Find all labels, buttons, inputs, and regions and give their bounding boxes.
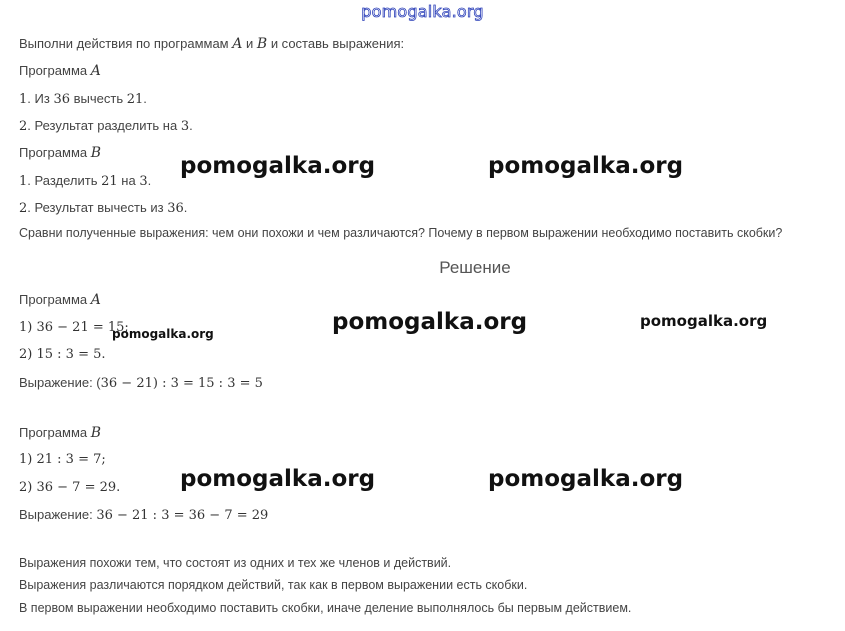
watermark-text: pomogalka.org xyxy=(640,312,768,330)
expression-label: Выражение: ( xyxy=(19,375,101,390)
solution-a-line1: 1) 36 − 21 = 15; xyxy=(19,320,129,335)
program-var: A xyxy=(90,63,101,79)
step-num: 1 xyxy=(19,174,28,189)
step-end: . xyxy=(147,173,152,188)
step-text: . Результат разделить на xyxy=(27,118,178,133)
solution-heading: Решение xyxy=(439,258,511,277)
step-value: 21 xyxy=(101,174,118,189)
solution-b-expression xyxy=(19,507,268,523)
solution-a-line2: 2) 15 : 3 = 5. xyxy=(19,347,106,362)
program-var: B xyxy=(90,145,102,161)
program-label: Программа xyxy=(19,425,88,440)
var-b: B xyxy=(256,36,268,52)
program-label: Программа xyxy=(19,292,88,307)
watermark-text: pomogalka.org xyxy=(488,466,684,492)
task-program-a-title xyxy=(19,63,101,79)
conclusion-3: В первом выражении необходимо поставить скобки, иначе деление выполнялось бы первым действием. xyxy=(19,601,632,615)
top-watermark: pomogalka.org xyxy=(361,2,484,21)
watermark-text: pomogalka.org xyxy=(112,327,214,341)
conclusion-2: Выражения различаются порядком действий, так как в первом выражении есть скобки. xyxy=(19,578,528,592)
step-text: . Результат вычесть из xyxy=(27,200,164,215)
step-text: вычесть xyxy=(73,91,124,106)
step-value: 36 xyxy=(53,92,70,107)
task-a-step1 xyxy=(19,91,147,107)
expression-math: 36 − 21) : 3 = 15 : 3 = 5 xyxy=(100,376,263,391)
step-value: 3 xyxy=(180,119,190,134)
expression-label: Выражение: xyxy=(19,507,93,522)
step-value: 21 xyxy=(126,92,144,107)
solution-b-line1: 1) 21 : 3 = 7; xyxy=(19,452,106,467)
task-program-b-title xyxy=(19,145,101,161)
step-num: 2 xyxy=(19,119,28,134)
step-text: на xyxy=(121,173,136,188)
conclusion-1: Выражения похожи тем, что состоят из одних и тех же членов и действий. xyxy=(19,556,452,570)
solution-program-a-title xyxy=(19,292,101,308)
expression-math: 36 − 21 : 3 = 36 − 7 = 29 xyxy=(96,508,269,523)
step-end: . xyxy=(189,118,193,133)
step-end: . xyxy=(183,200,188,215)
step-text: . Из xyxy=(27,91,50,106)
step-value: 36 xyxy=(167,201,184,216)
program-var: B xyxy=(90,425,102,441)
step-text: . Разделить xyxy=(27,173,98,188)
solution-b-line2: 2) 36 − 7 = 29. xyxy=(19,480,121,495)
task-b-step1 xyxy=(19,173,151,189)
program-label: Программа xyxy=(19,145,88,160)
solution-a-expression xyxy=(19,375,263,391)
intro-and: и xyxy=(246,36,254,51)
task-question: Сравни полученные выражения: чем они похожи и чем различаются? Почему в первом выражении необходимо поставить скобки? xyxy=(19,226,783,240)
step-end: . xyxy=(143,91,147,106)
intro-prefix: Выполни действия по программам xyxy=(19,36,229,51)
task-b-step2 xyxy=(19,200,187,216)
task-a-step2 xyxy=(19,118,193,134)
step-num: 2 xyxy=(19,201,28,216)
watermark-text: pomogalka.org xyxy=(180,466,376,492)
program-label: Программа xyxy=(19,63,88,78)
watermark-text: pomogalka.org xyxy=(488,153,684,179)
watermark-text: pomogalka.org xyxy=(332,309,528,335)
watermark-text: pomogalka.org xyxy=(180,153,376,179)
task-intro xyxy=(19,36,404,52)
program-var: A xyxy=(90,292,101,308)
intro-suffix: и составь выражения: xyxy=(270,36,405,51)
step-num: 1 xyxy=(19,92,28,107)
step-value: 3 xyxy=(139,174,148,189)
var-a: A xyxy=(232,36,243,52)
solution-program-b-title xyxy=(19,425,101,441)
